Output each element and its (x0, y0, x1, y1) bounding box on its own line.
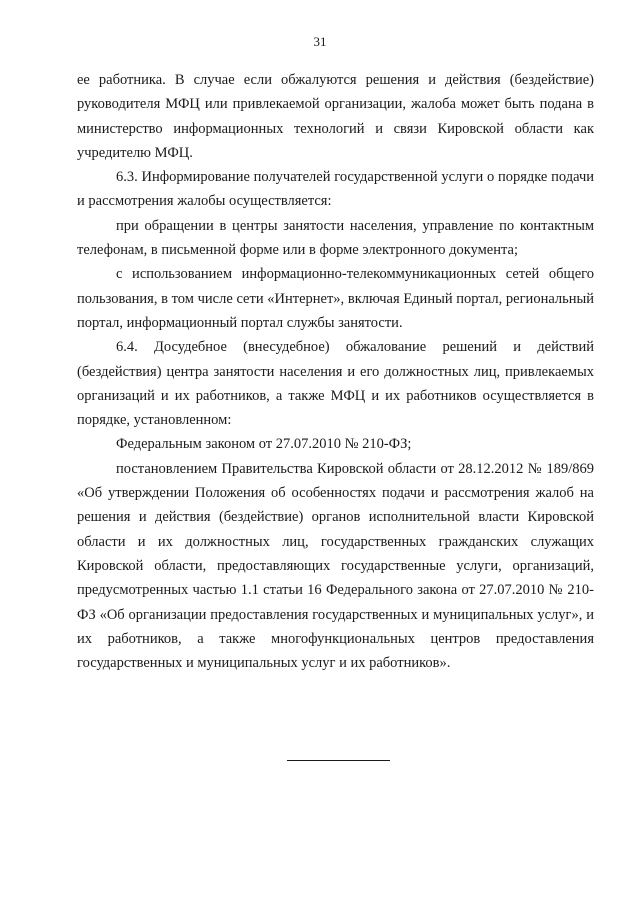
closing-rule (287, 760, 390, 761)
paragraph-contact-methods: при обращении в центры занятости населения, управление по контактным телефонам, в письменной форме или в форме электронного документа; (77, 217, 594, 259)
document-body (77, 68, 594, 675)
paragraph-6-3: 6.3. Информирование получателей государственной услуги о порядке подачи и рассмотрения жалобы осуществляется: (77, 169, 594, 210)
paragraph-internet-methods: с использованием информационно-телекоммуникационных сетей общего пользования, в том числе сети «Интернет», включая Единый портал, региональный портал, информационный портал службы занятости. (77, 266, 594, 331)
paragraph-continuation: ее работника. В случае если обжалуются решения и действия (бездействие) руководителя МФЦ или привлекаемой организации, жалоба может быть подана в министерство информационных технологий и связи Кировской области как учредителю МФЦ. (77, 72, 594, 161)
paragraph-6-4: 6.4. Досудебное (внесудебное) обжалование решений и действий (бездействия) центра занятости населения и его должностных лиц, привлекаемых организаций и их работников, а также МФЦ и их работников осуществляется в порядке, установленном: (77, 339, 594, 429)
paragraph-federal-law: Федеральным законом от 27.07.2010 № 210-ФЗ; (116, 436, 412, 453)
paragraph-government-resolution: постановлением Правительства Кировской области от 28.12.2012 № 189/869 «Об утверждении Положения об особенностях подачи и рассмотрения жалоб на решения и действия (бездействие) органов исполнительной власти Кировской области и их должностных лиц, государственных гражданских служащих Кировской области, предоставляющих государственные услуги, организаций, предусмотренных частью 1.1 статьи 16 Федерального закона от 27.07.2010 № 210-ФЗ «Об организации предоставления государственных и муниципальных услуг», и их работников, а также многофункциональных центров предоставления государственных и муниципальных услуг и их работников». (77, 460, 594, 672)
page-number: 31 (313, 34, 327, 49)
